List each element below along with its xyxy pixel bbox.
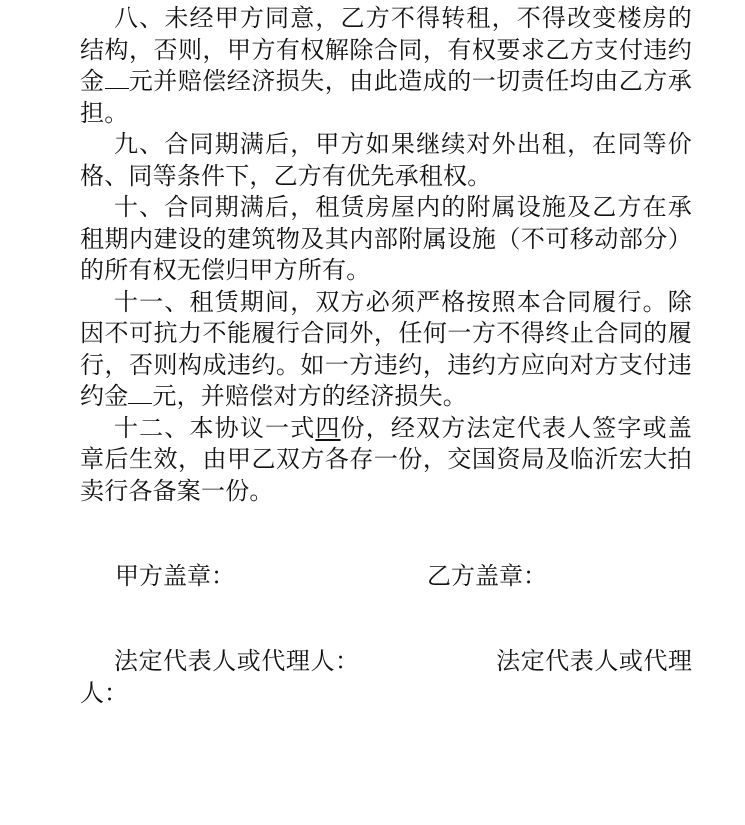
clause-8-text-1: 八、未经甲方同意，乙方不得转租，不得改变楼房的结构，否则，甲方有权解除合同，有权要求乙方支付违约金: [80, 4, 692, 95]
clause-8: [80, 3, 692, 129]
clause-10: 十、合同期满后，租赁房屋内的附属设施及乙方在承租期内建设的建筑物及其内部附属设施（不可移动部分）的所有权无偿归甲方所有。: [80, 193, 692, 284]
breach-amount-blank: [128, 383, 152, 404]
clause-11-text-2: 元，并赔偿对方的经济损失。: [152, 382, 468, 410]
clause-12: [80, 413, 692, 508]
party-b-rep-label: 法定代表人或代理人：: [80, 647, 693, 707]
party-b-seal-label: 乙方盖章：: [427, 562, 547, 590]
contract-body: [80, 0, 692, 507]
copy-count: 四: [315, 413, 341, 442]
representative-line: [80, 646, 692, 709]
party-a-seal-label: 甲方盖章：: [115, 562, 235, 590]
clause-11-text-1: 十一、租赁期间，双方必须严格按照本合同履行。除因不可抗力不能履行合同外，任何一方不得终止合同的履行，否则构成违约。如一方违约，违约方应向对方支付违约金: [80, 287, 692, 410]
party-a-rep-label: 法定代表人或代理人：: [114, 647, 360, 675]
clause-9: 九、合同期满后，甲方如果继续对外出租，在同等价格、同等条件下，乙方有优先承租权。: [80, 130, 692, 190]
clause-8-text-2: 元并赔偿经济损失，由此造成的一切责任均由乙方承担。: [80, 67, 692, 127]
clause-12-text-1: 十二、本协议一式: [114, 413, 316, 442]
penalty-amount-blank: [105, 68, 129, 89]
clause-12-text-2: 份，经双方法定代表人签字或盖章后生效，由甲乙双方各存一份，交国资局及临沂宏大拍卖行各备案一份。: [80, 413, 692, 505]
clause-11: [80, 287, 692, 413]
